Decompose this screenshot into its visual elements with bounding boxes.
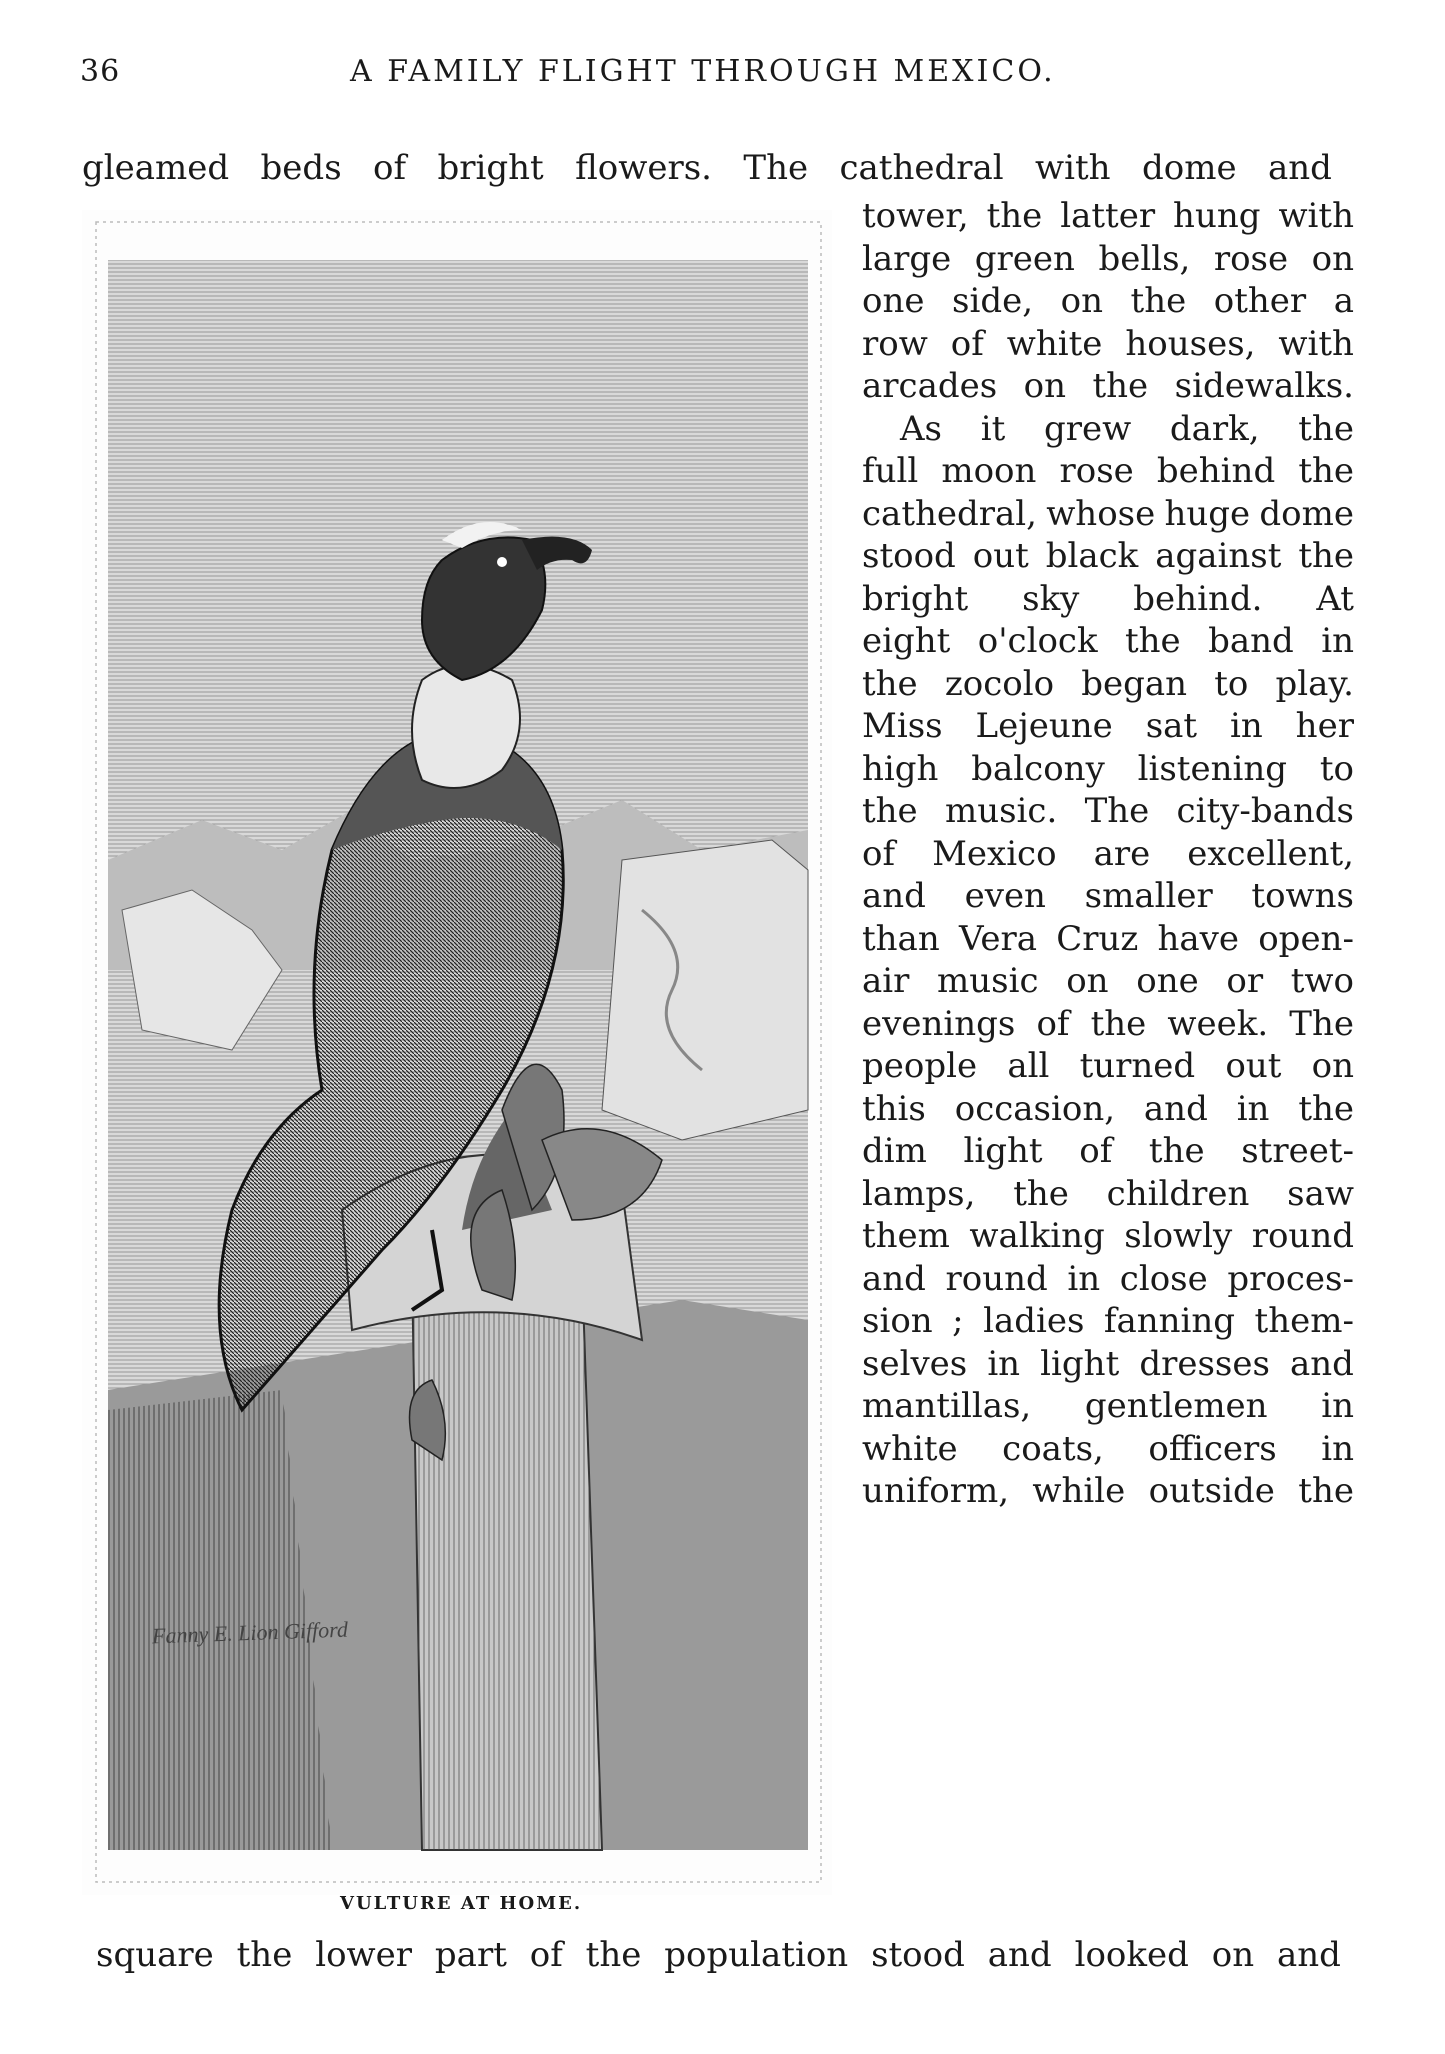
word: gleamed <box>82 148 230 188</box>
text-line: large green bells, rose on <box>862 238 1354 279</box>
word: of <box>529 1935 563 1975</box>
text-line: them walking slowly round <box>862 1216 1354 1256</box>
text-line: evenings of the week. The <box>862 1003 1354 1044</box>
word: The <box>743 148 809 188</box>
text-line: row of white houses, with <box>862 323 1354 364</box>
word: square <box>96 1935 214 1975</box>
word: the <box>585 1935 642 1975</box>
word: lower <box>315 1935 413 1975</box>
text-line: and round in close proces- <box>862 1258 1354 1299</box>
text-line-first <box>82 148 1332 188</box>
running-title: A FAMILY FLIGHT THROUGH MEXICO. <box>350 54 1056 89</box>
vulture-illustration <box>82 210 832 1895</box>
text-line: air music on one or two <box>862 961 1354 1001</box>
word: of <box>373 148 407 188</box>
word: with <box>1035 148 1111 188</box>
text-line: the zocolo began to play. <box>862 663 1354 704</box>
text-line: of Mexico are excellent, <box>862 833 1354 874</box>
text-line: people all turned out on <box>862 1046 1354 1086</box>
word: flowers. <box>575 148 712 188</box>
text-line: As it grew dark, the <box>900 408 1354 449</box>
text-line: the music. The city-bands <box>862 791 1354 831</box>
text-line: full moon rose behind the <box>862 451 1354 491</box>
word: and <box>1277 1935 1341 1975</box>
text-line: high balcony listening to <box>862 748 1354 789</box>
word: and <box>987 1935 1052 1975</box>
text-line: than Vera Cruz have open- <box>862 918 1354 959</box>
word: population <box>664 1935 849 1975</box>
text-line: eight o'clock the band in <box>862 621 1354 661</box>
figure-caption: VULTURE AT HOME. <box>340 1893 583 1914</box>
word: beds <box>260 148 342 188</box>
text-line: uniform, while outside the <box>862 1471 1354 1511</box>
text-line: white coats, officers in <box>862 1428 1354 1469</box>
word: bright <box>437 148 544 188</box>
text-line: sion ; ladies fanning them- <box>862 1301 1354 1341</box>
text-line: lamps, the children saw <box>862 1173 1354 1214</box>
word: dome <box>1141 148 1237 188</box>
text-line: one side, on the other a <box>862 281 1354 321</box>
text-line: arcades on the sidewalks. <box>862 366 1354 406</box>
word: on <box>1211 1935 1255 1975</box>
text-line: bright sky behind. At <box>862 578 1354 619</box>
word: stood <box>871 1935 965 1975</box>
page-number: 36 <box>80 54 121 89</box>
text-line: dim light of the street- <box>862 1131 1354 1171</box>
text-line: this occasion, and in the <box>862 1088 1354 1129</box>
text-line: Miss Lejeune sat in her <box>862 706 1354 746</box>
word: the <box>236 1935 293 1975</box>
text-line: stood out black against the <box>862 536 1354 576</box>
word: part <box>434 1935 507 1975</box>
page-header <box>80 48 1080 92</box>
text-line: mantillas, gentlemen in <box>862 1386 1354 1426</box>
word: cathedral <box>839 148 1004 188</box>
text-line: tower, the latter hung with <box>862 196 1354 236</box>
word: looked <box>1074 1935 1189 1975</box>
text-line: selves in light dresses and <box>862 1343 1354 1384</box>
text-line-last <box>96 1935 1341 1975</box>
text-line: cathedral, whose huge dome <box>862 493 1354 534</box>
artist-signature: Fanny E. Lion Gifford <box>151 1616 349 1649</box>
text-line: and even smaller towns <box>862 876 1354 916</box>
word: and <box>1267 148 1332 188</box>
